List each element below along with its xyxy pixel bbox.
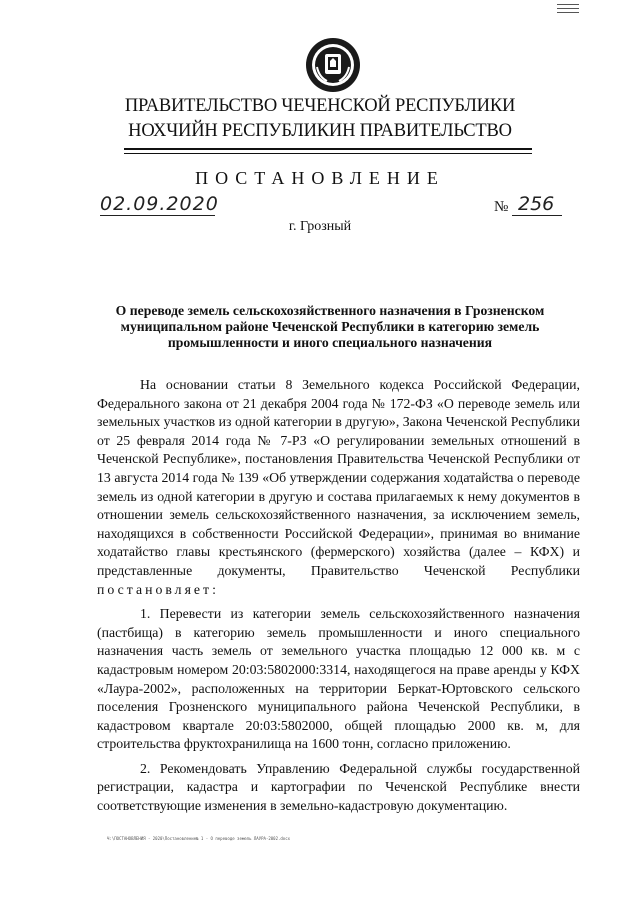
date-underline xyxy=(100,215,215,216)
document-title: О переводе земель сельскохозяйственного назначения в Грозненском муниципальном районе Чеченской Республики в категорию земель промышленности и иного специального назначения xyxy=(115,303,545,350)
item-1-paragraph: 1. Перевести из категории земель сельскохозяйственного назначения (пастбища) в категорию земель промышленности и иного специального назначения часть земель от земельного участка площадью 12 000 кв. м с кадастровым номером 20:03:5802000:3314, находящегося на праве аренды у КФХ «Лаура-2002», расположенных на территории Беркат-Юртовского сельского поселения Грозненского муниципального района Чеченской Республики, в кадастровом квартале 20:03:5802000, общей площадью 2000 кв. м, для строительства фруктохранилища на 1600 тонн, согласно приложению. xyxy=(97,606,580,752)
document-body xyxy=(97,376,580,816)
document-type: ПОСТАНОВЛЕНИЕ xyxy=(195,168,445,188)
corner-scan-mark xyxy=(557,4,579,13)
header-divider-thick xyxy=(124,148,532,150)
header-divider-thin xyxy=(124,153,532,154)
item-2-paragraph: 2. Рекомендовать Управлению Федеральной службы государственной регистрации, кадастра и картографии по Чеченской Республике внести соответствующие изменения в земельно-кадастровую документацию. xyxy=(97,760,580,814)
footer-file-path: Ч:\ПОСТАНОВЛЕНИЯ - 2020\Постановление№ 1 - О переводе земель ЛАУРА-2002.docx xyxy=(107,836,291,841)
number-underline xyxy=(512,215,562,216)
preamble-text: На основании статьи 8 Земельного кодекса Российской Федерации, Федерального закона от 21 декабря 2004 года № 172-ФЗ «О переводе земель или земельных участков из одной категории в другую», Закона Чеченской Республики от 25 февраля 2014 года № 7-РЗ «О регулировании земельных отношений в Чеченской Республике», постановления Правительства Чеченской Республики от 13 августа 2014 года № 139 «Об утверждении содержания ходатайства о переводе земель из одной категории в другую и состава прилагаемых к нему документов в отношении земель сельскохозяйственного назначения, за исключением земель, находящихся в собственности Российской Федерации», принимая во внимание ходатайство главы крестьянского (фермерского) хозяйства (далее – КФХ) и представленные документы, Правительство Чеченской Республики xyxy=(97,377,580,578)
preamble-paragraph xyxy=(97,376,580,599)
document-city: г. Грозный xyxy=(288,219,352,234)
document-date: 02.09.2020 xyxy=(100,193,219,215)
government-name-chechen: НОХЧИЙН РЕСПУБЛИКИН ПРАВИТЕЛЬСТВО xyxy=(128,121,512,141)
document-number: 256 xyxy=(518,193,555,215)
number-sign: № xyxy=(494,199,509,215)
coat-of-arms-icon xyxy=(305,37,361,93)
decree-word: постановляет: xyxy=(97,581,219,597)
government-name-russian: ПРАВИТЕЛЬСТВО ЧЕЧЕНСКОЙ РЕСПУБЛИКИ xyxy=(124,96,516,116)
